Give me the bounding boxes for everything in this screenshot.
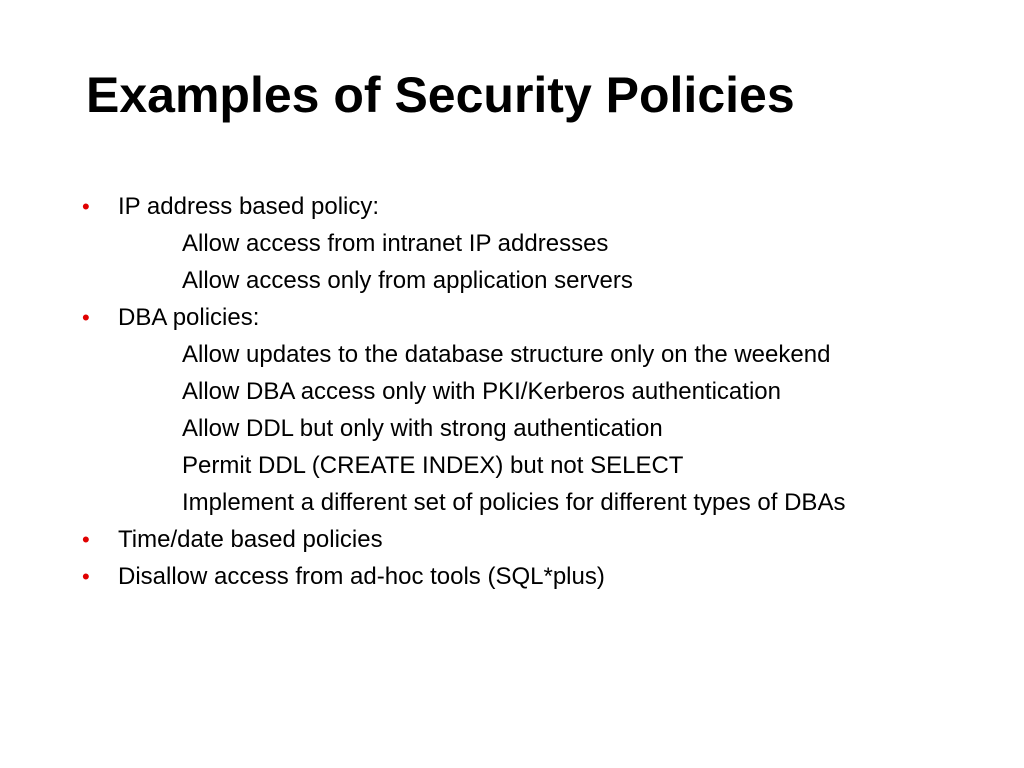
bullet-row <box>0 562 1024 599</box>
bullet-text: DBA policies: <box>118 304 260 331</box>
slide-content <box>0 192 1024 599</box>
bullet-row <box>0 192 1024 229</box>
bullet-item-adhoc-tools <box>0 562 1024 599</box>
bullet-dot-icon: • <box>82 194 90 219</box>
sub-item: Allow access only from application servers <box>182 267 633 294</box>
bullet-text: Disallow access from ad-hoc tools (SQL*plus) <box>118 563 605 590</box>
sub-item: Allow DDL but only with strong authentication <box>182 415 663 442</box>
bullet-dot-icon: • <box>82 527 90 552</box>
bullet-item-dba-policies <box>0 303 1024 518</box>
bullet-item-ip-policy <box>0 192 1024 296</box>
bullet-dot-icon: • <box>82 305 90 330</box>
sub-item: Allow access from intranet IP addresses <box>182 230 609 257</box>
sub-item: Implement a different set of policies for different types of DBAs <box>182 489 846 516</box>
slide-title: Examples of Security Policies <box>86 67 795 123</box>
sub-item: Permit DDL (CREATE INDEX) but not SELECT <box>182 452 684 479</box>
bullet-text: Time/date based policies <box>118 526 383 553</box>
bullet-row <box>0 525 1024 562</box>
bullet-item-time-date <box>0 525 1024 562</box>
sub-item: Allow updates to the database structure only on the weekend <box>182 341 831 368</box>
bullet-row <box>0 303 1024 340</box>
bullet-text: IP address based policy: <box>118 193 380 220</box>
bullet-dot-icon: • <box>82 564 90 589</box>
sub-item: Allow DBA access only with PKI/Kerberos authentication <box>182 378 781 405</box>
